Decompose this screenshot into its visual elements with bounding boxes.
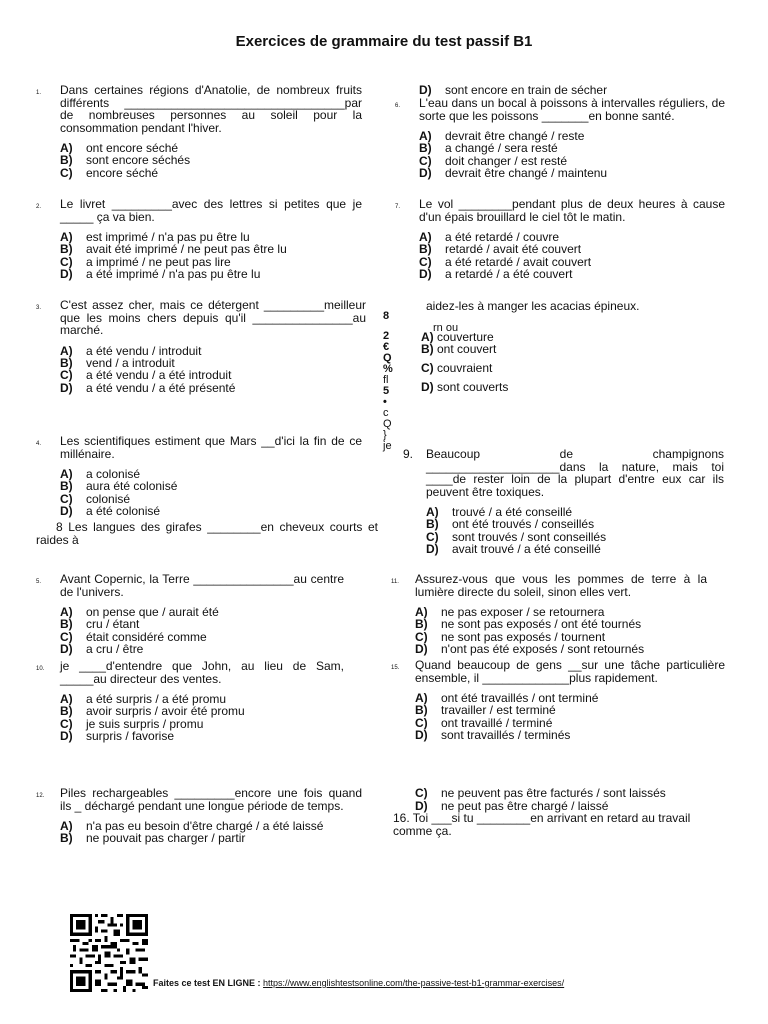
option-b[interactable]: B) ne sont pas exposés / ont été tournés	[415, 617, 642, 632]
question-5	[36, 572, 344, 657]
question-12	[36, 786, 362, 846]
question-number: 2.	[36, 204, 42, 210]
question-8-continuation: aidez-les à manger les acacias épineux.	[426, 299, 640, 313]
page-title: Exercices de grammaire du test passif B1	[235, 33, 533, 50]
option-d[interactable]: D) a été imprimé / n'a pas pu être lu	[60, 267, 261, 282]
question-10	[36, 659, 344, 744]
question-stem: Quand beaucoup de gens __sur une tâche particulière ensemble, il _____________plus rapidement.	[415, 658, 725, 685]
option-a[interactable]: A) devrait être changé / reste	[419, 129, 585, 143]
option-a[interactable]: A) ont été travaillés / ont terminé	[415, 691, 599, 705]
option-c[interactable]: C) doit changer / est resté	[419, 153, 568, 168]
question-8-option-b[interactable]: B) ont couvert	[421, 342, 497, 356]
question-8-option-d[interactable]: D) sont couverts	[421, 380, 509, 394]
question-number: 3.	[36, 305, 42, 311]
option-d[interactable]: D) a été vendu / a été présenté	[60, 380, 236, 395]
question-number: 5.	[36, 579, 42, 585]
option-d[interactable]: D) n'ont pas été exposés / sont retournés	[415, 642, 645, 657]
option-b[interactable]: B) travailler / est terminé	[415, 703, 556, 718]
question-3	[36, 298, 366, 395]
question-12-option-d[interactable]: D) ne peut pas être chargé / laissé	[415, 799, 609, 813]
question-9	[403, 447, 724, 557]
option-a[interactable]: A) n'a pas eu besoin d'être chargé / a été laissé	[60, 819, 324, 833]
stray-characters: 8 2 € Q % fl 5 • c Q } je	[383, 310, 393, 452]
option-c[interactable]: C) ont travaillé / terminé	[415, 715, 553, 730]
question-16: 16. Toi ___si tu ________en arrivant en retard au travail comme ça.	[393, 811, 691, 838]
question-number: 7.	[395, 204, 401, 210]
question-stem: Dans certaines régions d'Anatolie, de nombreux fruits différents _________________________________par de nombreuses personnes au soleil pour la consommation pendant l'hiver.	[60, 83, 362, 135]
question-stem: Avant Copernic, la Terre _______________au centre de l'univers.	[60, 572, 344, 599]
question-15	[391, 658, 725, 743]
option-d[interactable]: D) a cru / être	[60, 642, 144, 657]
option-d[interactable]: D) a retardé / a été couvert	[419, 267, 573, 282]
option-d[interactable]: D) devrait être changé / maintenu	[419, 166, 608, 181]
option-d[interactable]: D) a été colonisé	[60, 504, 161, 519]
option-b[interactable]: B) aura été colonisé	[60, 479, 178, 494]
question-stem: L'eau dans un bocal à poissons à intervalles réguliers, de sorte que les poissons _______en bonne santé.	[419, 96, 725, 123]
option-c[interactable]: C) était considéré comme	[60, 629, 207, 644]
option-b[interactable]: B) ont été trouvés / conseillés	[426, 517, 595, 532]
question-number: 11.	[391, 579, 399, 585]
question-number: 15.	[391, 665, 400, 671]
option-b[interactable]: B) avoir surpris / avoir été promu	[60, 704, 245, 719]
option-b[interactable]: B) ne pouvait pas charger / partir	[60, 831, 246, 846]
question-8-fragment: rn ou	[433, 322, 459, 334]
question-stem: Le livret _________avec des lettres si petites que je _____ ça va bien.	[60, 197, 362, 224]
question-5-option-d[interactable]: D) sont encore en train de sécher	[419, 83, 608, 97]
option-b[interactable]: B) avait été imprimé / ne peut pas être lu	[60, 242, 287, 257]
option-b[interactable]: B) retardé / avait été couvert	[419, 242, 582, 257]
option-a[interactable]: A) a colonisé	[60, 467, 141, 481]
option-a[interactable]: A) a été surpris / a été promu	[60, 692, 227, 706]
option-c[interactable]: C) a été vendu / a été introduit	[60, 368, 232, 383]
option-c[interactable]: C) ne sont pas exposés / tournent	[415, 629, 606, 644]
option-c[interactable]: C) a imprimé / ne peut pas lire	[60, 254, 231, 269]
question-8-option-c[interactable]: C) couvraient	[421, 361, 493, 375]
option-a[interactable]: A) est imprimé / n'a pas pu être lu	[60, 230, 250, 244]
question-4	[36, 434, 362, 519]
question-8-option-a[interactable]: A) couverture	[421, 330, 494, 344]
question-number: 4.	[36, 441, 42, 447]
option-c[interactable]: C) encore séché	[60, 165, 159, 180]
question-number: 12.	[36, 793, 45, 799]
option-b[interactable]: B) sont encore séchés	[60, 153, 191, 168]
question-number: 9.	[403, 447, 414, 461]
question-stem: Les scientifiques estiment que Mars __d'ici la fin de ce millénaire.	[60, 434, 362, 461]
option-a[interactable]: A) on pense que / aurait été	[60, 605, 219, 619]
footer-link[interactable]: https://www.englishtestsonline.com/the-passive-test-b1-grammar-exercises/	[263, 978, 565, 988]
question-number: 10.	[36, 666, 45, 672]
option-c[interactable]: C) je suis surpris / promu	[60, 716, 204, 731]
option-d[interactable]: D) avait trouvé / a été conseillé	[426, 542, 601, 557]
question-number: 6.	[395, 103, 401, 109]
question-stem: Beaucoup de champignons ____________________dans la nature, mais toi ____de rester loin de la plupart d'entre eux car ils peuvent être toxiques.	[426, 447, 724, 499]
question-stem: je ____d'entendre que John, au lieu de Sam, _____au directeur des ventes.	[60, 659, 344, 686]
question-stem: Le vol ________pendant plus de deux heures à cause d'un épais brouillard le ciel tôt le matin.	[419, 197, 725, 224]
qr-code-icon	[70, 912, 148, 994]
question-2	[36, 197, 362, 282]
option-c[interactable]: C) colonisé	[60, 491, 131, 506]
footer-label: Faites ce test EN LIGNE :	[153, 978, 261, 988]
question-stem: C'est assez cher, mais ce détergent _________meilleur que les moins chers depuis qu'il _______________au marché.	[60, 298, 366, 337]
question-stem: Assurez-vous que vous les pommes de terre à la lumière directe du soleil, sinon elles vert.	[415, 572, 707, 599]
option-d[interactable]: D) sont travaillés / terminés	[415, 728, 571, 743]
question-1	[36, 83, 362, 180]
option-c[interactable]: C) a été retardé / avait couvert	[419, 254, 592, 269]
option-a[interactable]: A) a été vendu / introduit	[60, 343, 202, 358]
option-a[interactable]: A) trouvé / a été conseillé	[426, 505, 573, 519]
option-a[interactable]: A) a été retardé / couvre	[419, 230, 560, 244]
option-c[interactable]: C) sont trouvés / sont conseillés	[426, 529, 607, 544]
option-b[interactable]: B) vend / a introduit	[60, 355, 175, 370]
option-b[interactable]: B) cru / étant	[60, 617, 140, 632]
question-stem: Piles rechargeables _________encore une fois quand ils _ déchargé pendant une longue période de temps.	[60, 786, 362, 813]
option-d[interactable]: D) surpris / favorise	[60, 729, 175, 744]
footer	[153, 978, 564, 988]
option-a[interactable]: A) ont encore séché	[60, 141, 179, 155]
question-7	[395, 197, 725, 282]
question-11	[391, 572, 707, 657]
question-12-option-c[interactable]: C) ne peuvent pas être facturés / sont laissés	[415, 786, 666, 800]
option-b[interactable]: B) a changé / sera resté	[419, 141, 558, 156]
question-6	[395, 96, 725, 181]
question-8-stem: 8 Les langues des girafes ________en cheveux courts et raides à	[36, 520, 378, 547]
question-number: 1.	[36, 90, 42, 96]
option-a[interactable]: A) ne pas exposer / se retournera	[415, 605, 605, 619]
